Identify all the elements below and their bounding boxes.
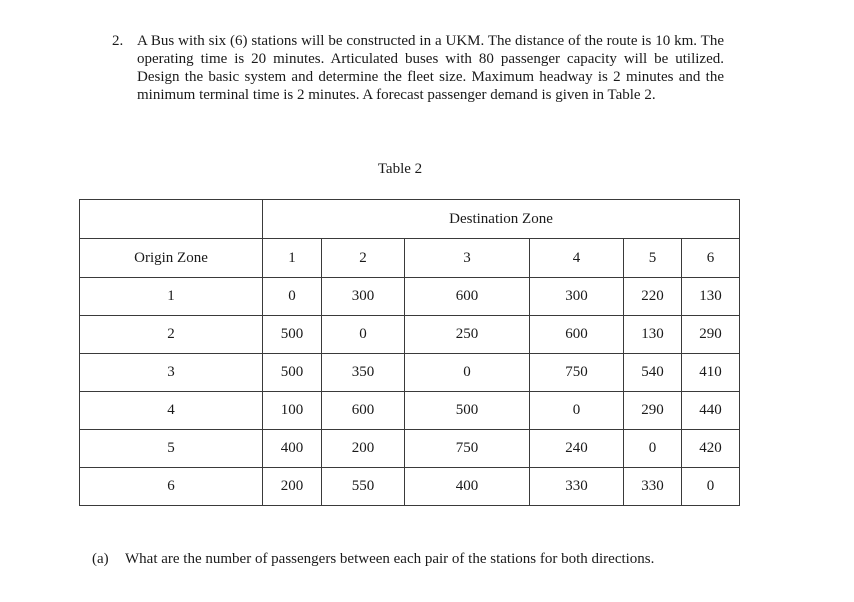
table-cell: 0 <box>322 316 405 354</box>
table-row <box>80 468 740 506</box>
part-a-label: (a) <box>92 551 109 567</box>
part-a-text: What are the number of passengers between each pair of the stations for both directions. <box>125 551 655 567</box>
origin-cell: 5 <box>80 430 263 468</box>
table-caption: Table 2 <box>377 161 423 177</box>
table-row <box>80 354 740 392</box>
table-cell: 100 <box>263 392 322 430</box>
table-cell: 410 <box>682 354 740 392</box>
table-cell: 500 <box>263 316 322 354</box>
table-cell: 290 <box>624 392 682 430</box>
origin-cell: 6 <box>80 468 263 506</box>
table-cell: 750 <box>530 354 624 392</box>
table-cell: 0 <box>263 278 322 316</box>
table-row <box>80 316 740 354</box>
column-header: 5 <box>624 239 682 278</box>
table-cell: 750 <box>405 430 530 468</box>
table-cell: 600 <box>322 392 405 430</box>
origin-zone-header: Origin Zone <box>80 239 263 278</box>
table-cell: 0 <box>624 430 682 468</box>
table-cell: 330 <box>530 468 624 506</box>
table-cell: 400 <box>263 430 322 468</box>
table-row <box>80 430 740 468</box>
table-cell: 250 <box>405 316 530 354</box>
table-cell: 200 <box>263 468 322 506</box>
empty-corner-cell <box>80 200 263 239</box>
origin-cell: 1 <box>80 278 263 316</box>
table-cell: 500 <box>263 354 322 392</box>
table-cell: 240 <box>530 430 624 468</box>
table-cell: 200 <box>322 430 405 468</box>
destination-zone-header: Destination Zone <box>263 200 740 239</box>
column-header: 3 <box>405 239 530 278</box>
table-header-row <box>80 200 740 239</box>
table-cell: 400 <box>405 468 530 506</box>
origin-cell: 2 <box>80 316 263 354</box>
question-number: 2. <box>112 33 124 49</box>
table-cell: 220 <box>624 278 682 316</box>
table-row <box>80 392 740 430</box>
table-cell: 130 <box>682 278 740 316</box>
column-header: 2 <box>322 239 405 278</box>
table-cell: 550 <box>322 468 405 506</box>
table-cell: 130 <box>624 316 682 354</box>
table-cell: 300 <box>530 278 624 316</box>
table-cell: 0 <box>405 354 530 392</box>
table-cell: 0 <box>530 392 624 430</box>
question-text: A Bus with six (6) stations will be constructed in a UKM. The distance of the route is 10 km. The operating time is 20 minutes. Articulated buses with 80 passenger capacity will be utilized. Design the basic system and determine the fleet size. Maximum headway is 2 minutes and the minimum terminal time is 2 minutes. A forecast passenger demand is given in Table 2. <box>137 33 724 103</box>
table-cell: 0 <box>682 468 740 506</box>
table-cell: 330 <box>624 468 682 506</box>
demand-table <box>79 199 740 506</box>
column-header: 4 <box>530 239 624 278</box>
table-cell: 350 <box>322 354 405 392</box>
table-cell: 600 <box>530 316 624 354</box>
table-cell: 500 <box>405 392 530 430</box>
origin-cell: 4 <box>80 392 263 430</box>
table-cell: 290 <box>682 316 740 354</box>
table-cell: 440 <box>682 392 740 430</box>
table-cell: 300 <box>322 278 405 316</box>
table-cell: 540 <box>624 354 682 392</box>
column-header-row <box>80 239 740 278</box>
column-header: 6 <box>682 239 740 278</box>
table-cell: 600 <box>405 278 530 316</box>
table-cell: 420 <box>682 430 740 468</box>
column-header: 1 <box>263 239 322 278</box>
table-row <box>80 278 740 316</box>
origin-cell: 3 <box>80 354 263 392</box>
